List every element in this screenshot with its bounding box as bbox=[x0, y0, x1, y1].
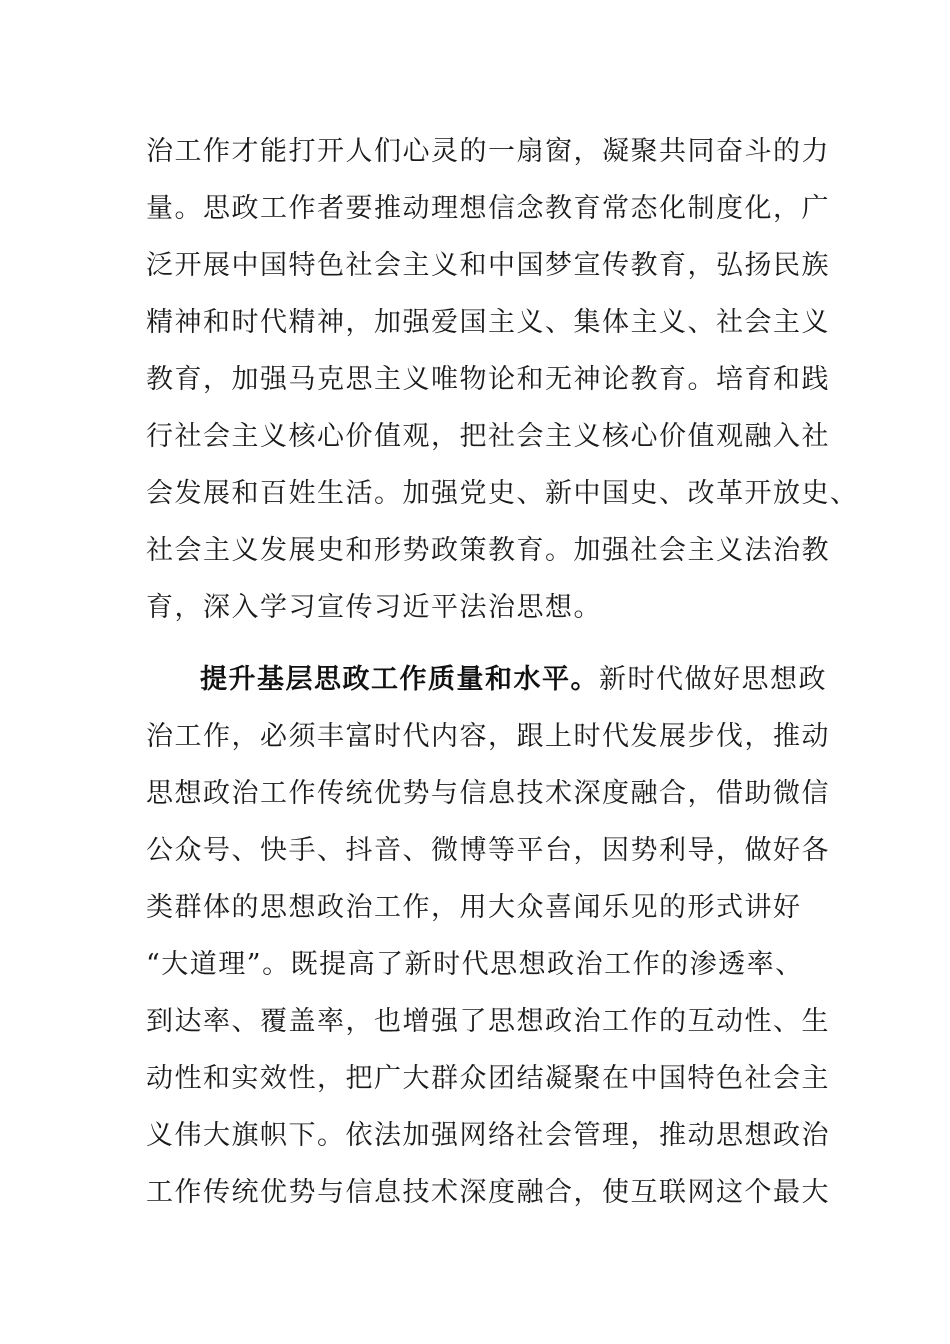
paragraph-line: 泛开展中国特色社会主义和中国梦宣传教育，弘扬民族 bbox=[146, 250, 830, 281]
paragraph-line: 教育，加强马克思主义唯物论和无神论教育。培育和践 bbox=[146, 364, 830, 395]
paragraph-line: 义伟大旗帜下。依法加强网络社会管理，推动思想政治 bbox=[146, 1120, 830, 1151]
paragraph-text: 新时代做好思想政 bbox=[599, 664, 827, 695]
paragraph-line: 到达率、覆盖率，也增强了思想政治工作的互动性、生 bbox=[146, 1006, 830, 1037]
paragraph-line: 量。思政工作者要推动理想信念教育常态化制度化，广 bbox=[146, 193, 830, 224]
section-heading: 提升基层思政工作质量和水平。 bbox=[200, 664, 599, 695]
paragraph-line: 类群体的思想政治工作，用大众喜闻乐见的形式讲好 bbox=[146, 892, 802, 923]
paragraph-line: “大道理”。既提高了新时代思想政治工作的渗透率、 bbox=[146, 949, 804, 980]
paragraph-line: 治工作才能打开人们心灵的一扇窗，凝聚共同奋斗的力 bbox=[146, 136, 830, 167]
paragraph-line: 育，深入学习宣传习近平法治思想。 bbox=[146, 592, 602, 623]
paragraph-line: 精神和时代精神，加强爱国主义、集体主义、社会主义 bbox=[146, 307, 830, 338]
paragraph-first-line bbox=[200, 660, 827, 700]
paragraph-line: 动性和实效性，把广大群众团结凝聚在中国特色社会主 bbox=[146, 1063, 830, 1094]
paragraph-line: 会发展和百姓生活。加强党史、新中国史、改革开放史、 bbox=[146, 478, 859, 509]
paragraph-line: 社会主义发展史和形势政策教育。加强社会主义法治教 bbox=[146, 535, 830, 566]
paragraph-line: 治工作，必须丰富时代内容，跟上时代发展步伐，推动 bbox=[146, 721, 830, 752]
paragraph-line: 公众号、快手、抖音、微博等平台，因势利导，做好各 bbox=[146, 835, 830, 866]
paragraph-line: 行社会主义核心价值观，把社会主义核心价值观融入社 bbox=[146, 421, 830, 452]
paragraph-line: 工作传统优势与信息技术深度融合，使互联网这个最大 bbox=[146, 1177, 830, 1208]
paragraph-line: 思想政治工作传统优势与信息技术深度融合，借助微信 bbox=[146, 778, 830, 809]
